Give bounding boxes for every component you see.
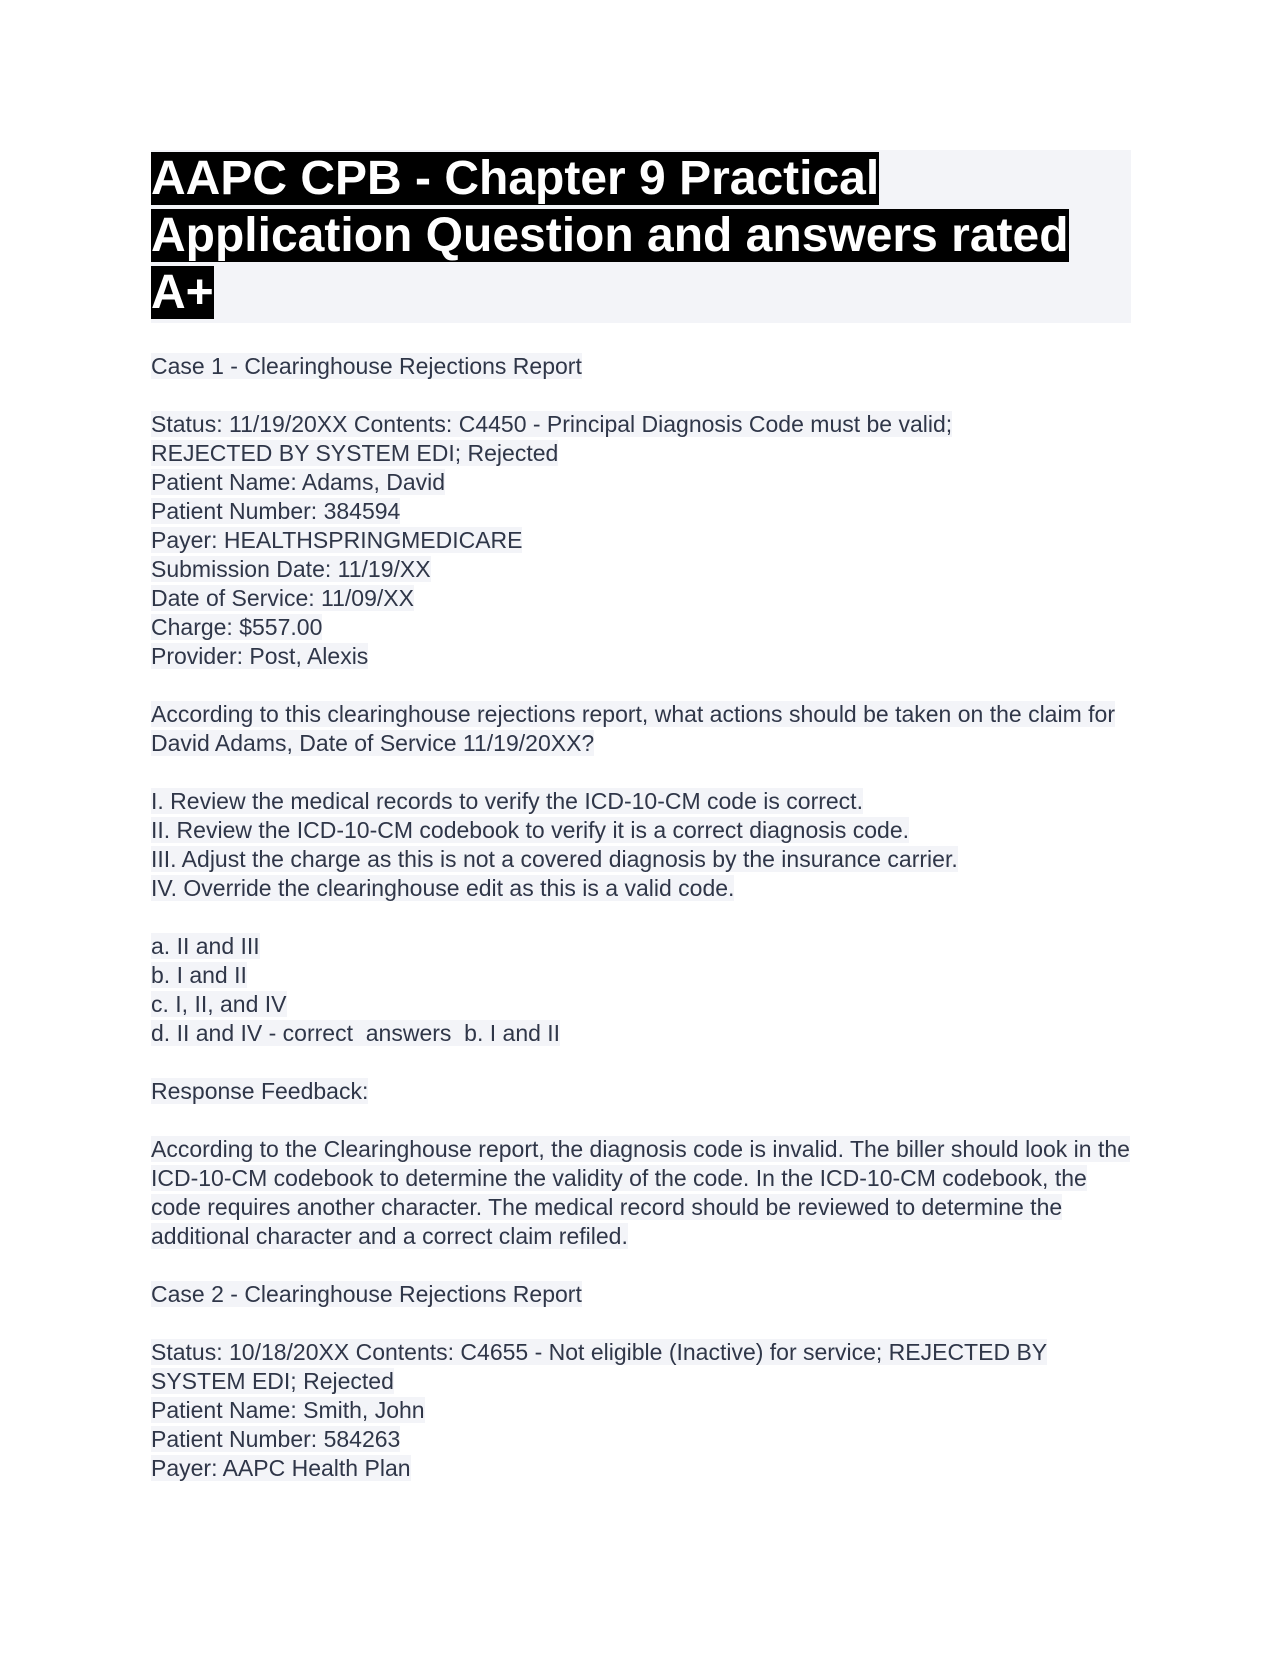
- report-line: Status: 10/18/20XX Contents: C4655 - Not eligible (Inactive) for service; REJECTED BY: [151, 1339, 1048, 1365]
- statement-item: II. Review the ICD-10-CM codebook to verify it is a correct diagnosis code.: [151, 817, 910, 843]
- answer-option: d. II and IV - correct answers b. I and II: [151, 1020, 561, 1046]
- case1-options: [151, 932, 1131, 1048]
- report-line: Payer: HEALTHSPRINGMEDICARE: [151, 527, 523, 553]
- case2-report: [151, 1338, 1131, 1483]
- feedback-label: Response Feedback:: [151, 1078, 369, 1104]
- report-line: Provider: Post, Alexis: [151, 643, 369, 669]
- report-line: Patient Name: Adams, David: [151, 469, 446, 495]
- case2-heading: Case 2 - Clearinghouse Rejections Report: [151, 1281, 582, 1307]
- feedback-text: According to the Clearinghouse report, the diagnosis code is invalid. The biller should look in the ICD-10-CM codebook to determine the validity of the code. In the ICD-10-CM codebook, the code requires another character. The medical record should be reviewed to determine the additional character and a correct claim refiled.: [151, 1136, 1130, 1249]
- answer-option: c. I, II, and IV: [151, 991, 287, 1017]
- document-page: [151, 150, 1131, 1483]
- case1-heading: Case 1 - Clearinghouse Rejections Report: [151, 353, 582, 379]
- report-line: Status: 11/19/20XX Contents: C4450 - Principal Diagnosis Code must be valid;: [151, 411, 953, 437]
- report-line: Date of Service: 11/09/XX: [151, 585, 414, 611]
- report-line: Payer: AAPC Health Plan: [151, 1455, 411, 1481]
- statement-item: IV. Override the clearinghouse edit as this is a valid code.: [151, 875, 735, 901]
- report-line: REJECTED BY SYSTEM EDI; Rejected: [151, 440, 559, 466]
- case1-question: According to this clearinghouse rejections report, what actions should be taken on the claim for David Adams, Date of Service 11/19/20XX?: [151, 701, 1115, 756]
- answer-option: b. I and II: [151, 962, 247, 988]
- case1-report: [151, 410, 1131, 671]
- report-line: Patient Name: Smith, John: [151, 1397, 425, 1423]
- title-block: [151, 150, 1131, 323]
- report-line: Patient Number: 584263: [151, 1426, 401, 1452]
- report-line: Charge: $557.00: [151, 614, 323, 640]
- report-line: Submission Date: 11/19/XX: [151, 556, 431, 582]
- answer-option: a. II and III: [151, 933, 260, 959]
- report-line: SYSTEM EDI; Rejected: [151, 1368, 394, 1394]
- statement-item: I. Review the medical records to verify the ICD-10-CM code is correct.: [151, 788, 863, 814]
- report-line: Patient Number: 384594: [151, 498, 401, 524]
- statement-item: III. Adjust the charge as this is not a covered diagnosis by the insurance carrier.: [151, 846, 958, 872]
- document-title: AAPC CPB - Chapter 9 Practical Application Question and answers rated A+: [151, 152, 1069, 319]
- case1-statements: [151, 787, 1131, 903]
